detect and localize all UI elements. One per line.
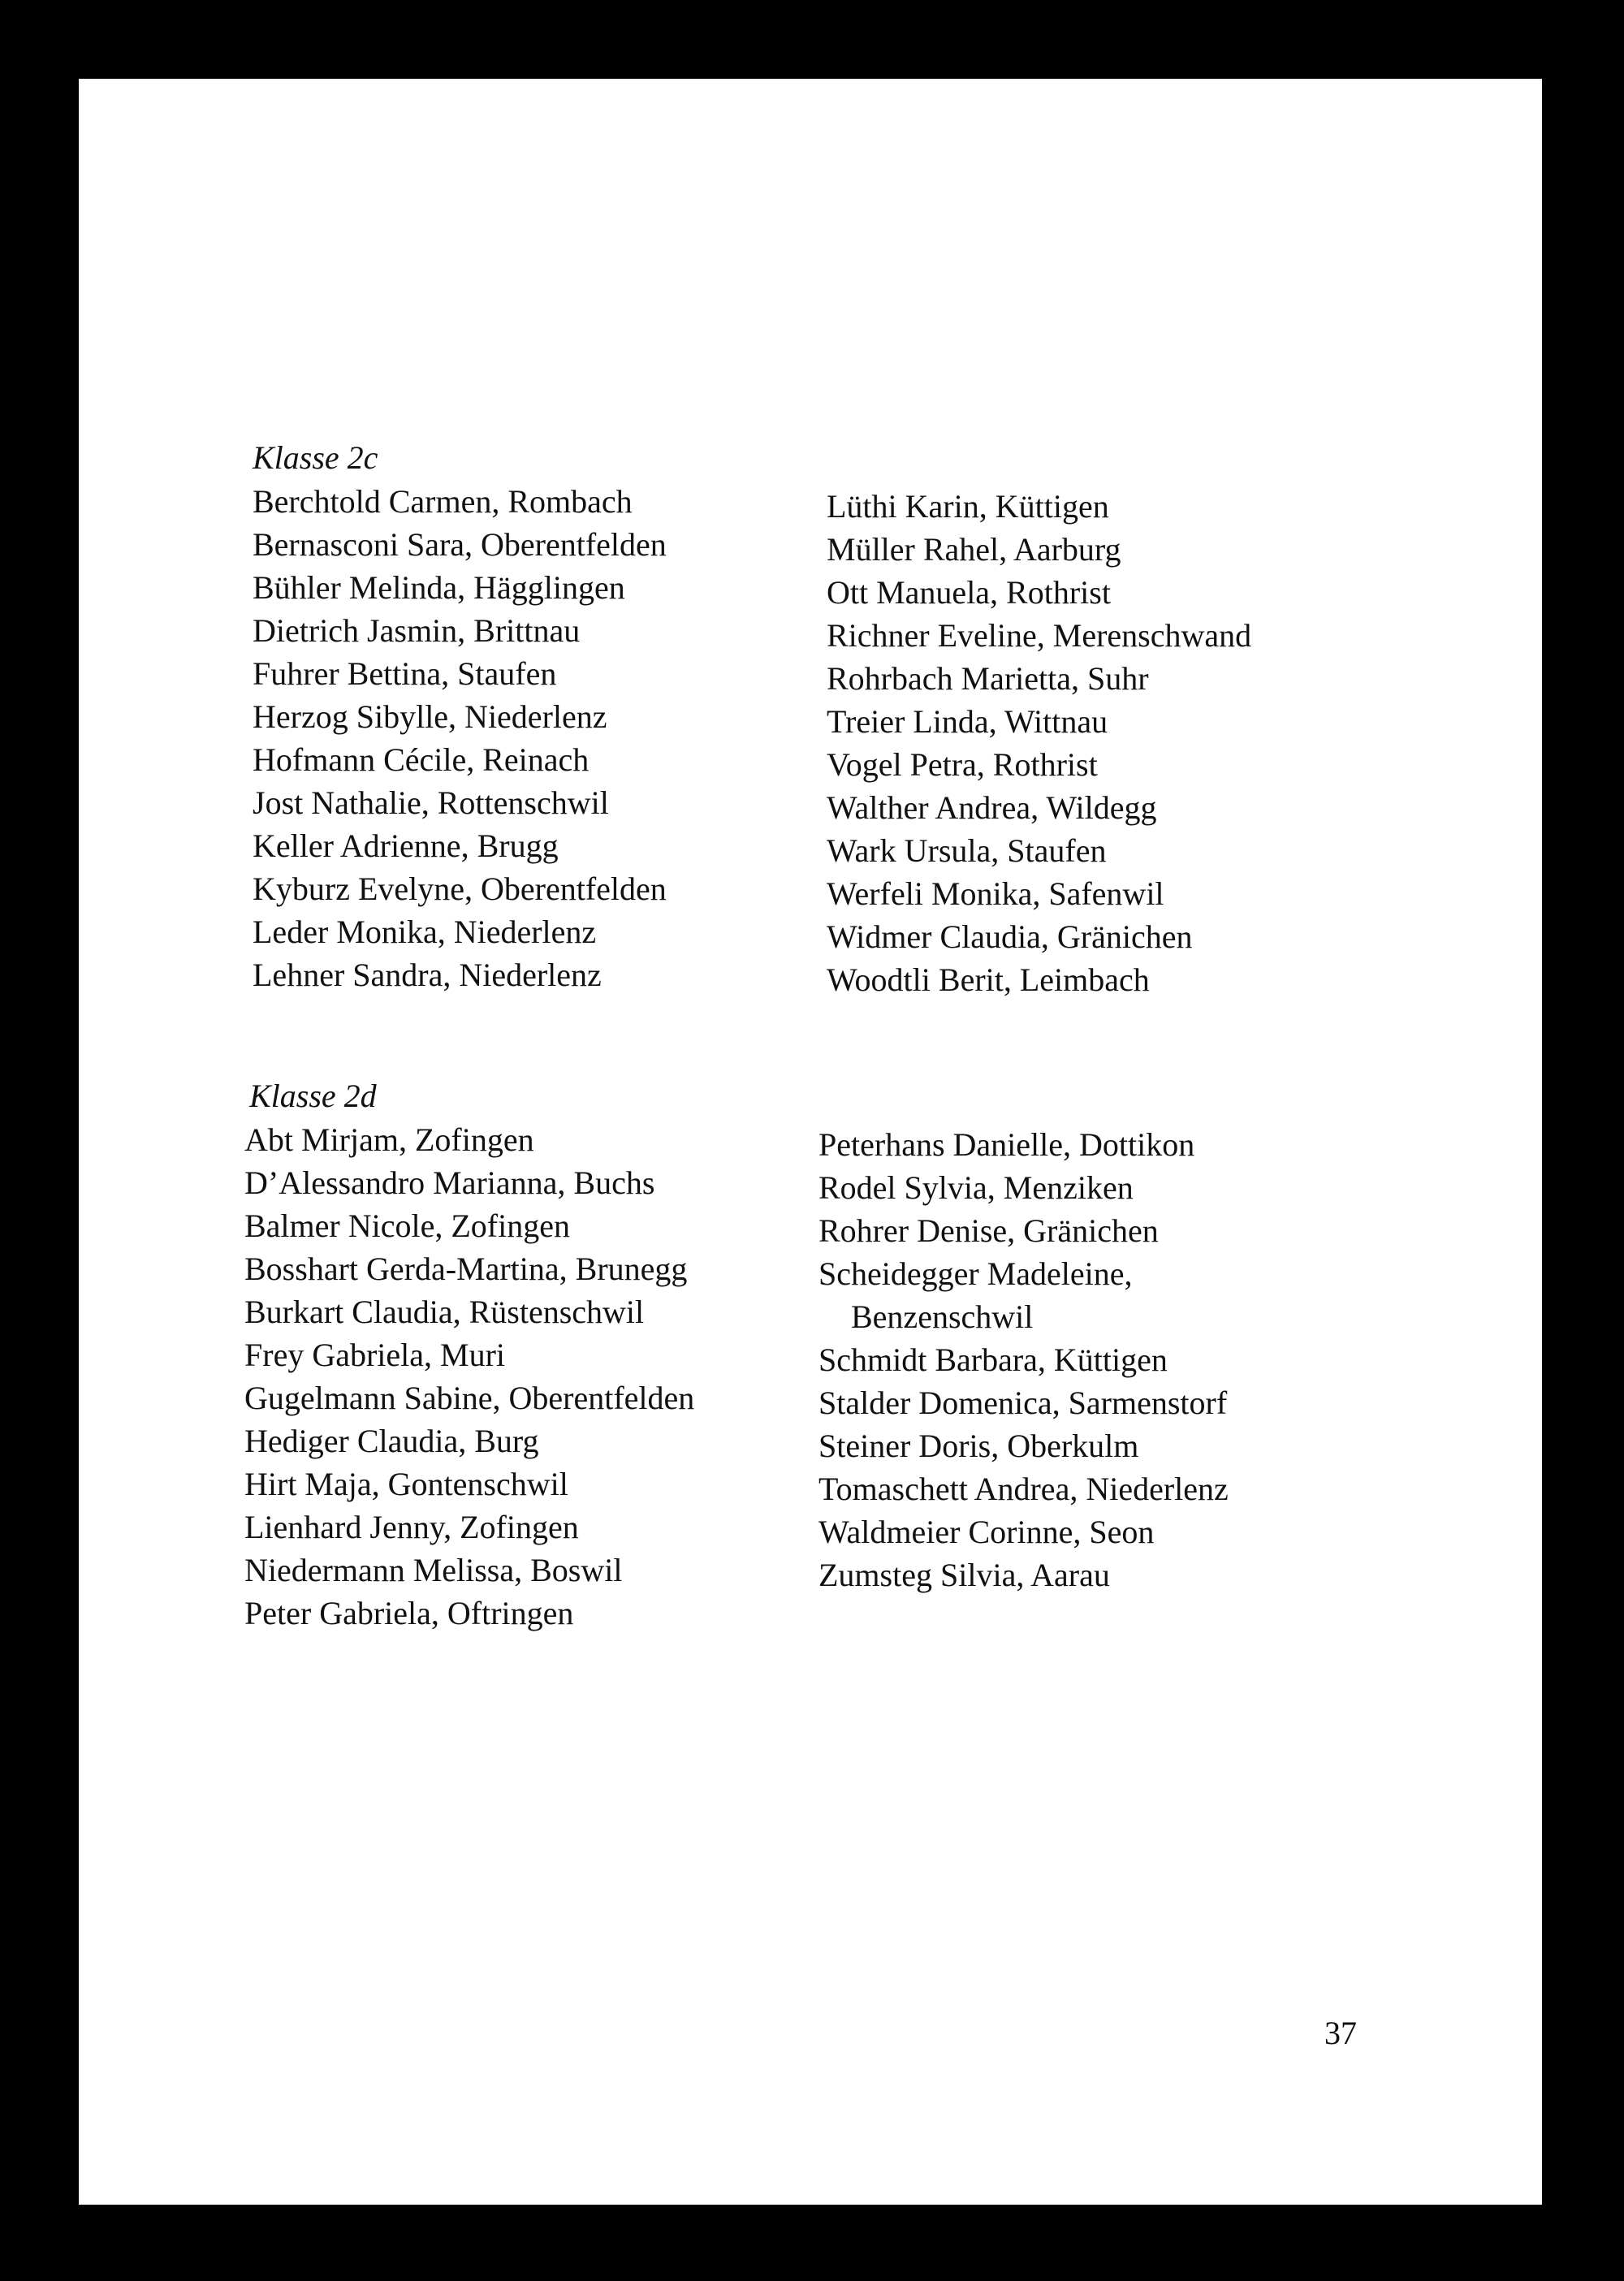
list-item: Widmer Claudia, Gränichen [827, 918, 1193, 955]
list-item: Vogel Petra, Rothrist [827, 746, 1098, 783]
list-item-continuation: Benzenschwil [851, 1298, 1034, 1335]
list-item: Herzog Sibylle, Niederlenz [253, 698, 607, 735]
list-item: Steiner Doris, Oberkulm [818, 1428, 1139, 1464]
list-item: Lehner Sandra, Niederlenz [253, 957, 602, 993]
list-item: Niedermann Melissa, Boswil [244, 1552, 623, 1588]
klasse-2c-left-list [253, 480, 667, 996]
list-item: Hirt Maja, Gontenschwil [244, 1466, 568, 1502]
list-item: Müller Rahel, Aarburg [827, 531, 1121, 568]
klasse-2c-right-list [827, 485, 1251, 1001]
list-item: Schmidt Barbara, Küttigen [818, 1341, 1168, 1378]
list-item: Lienhard Jenny, Zofingen [244, 1509, 579, 1545]
list-item: Bosshart Gerda-Martina, Brunegg [244, 1251, 688, 1287]
list-item: Frey Gabriela, Muri [244, 1337, 506, 1373]
list-item: Ott Manuela, Rothrist [827, 574, 1111, 611]
list-item: Peter Gabriela, Oftringen [244, 1595, 574, 1631]
list-item: Burkart Claudia, Rüstenschwil [244, 1294, 645, 1330]
section-title-klasse-2d: Klasse 2d [249, 1078, 377, 1114]
list-item: Leder Monika, Niederlenz [253, 914, 597, 950]
list-item: Woodtli Berit, Leimbach [827, 961, 1150, 998]
list-item: Keller Adrienne, Brugg [253, 827, 559, 864]
page-number: 37 [1324, 2015, 1357, 2051]
list-item: Waldmeier Corinne, Seon [818, 1514, 1155, 1550]
document-page [79, 79, 1542, 2205]
list-item: Abt Mirjam, Zofingen [244, 1121, 534, 1158]
list-item: Kyburz Evelyne, Oberentfelden [253, 870, 667, 907]
klasse-2d-right-list [818, 1123, 1229, 1596]
list-item: D’Alessandro Marianna, Buchs [244, 1164, 655, 1201]
list-item: Fuhrer Bettina, Staufen [253, 655, 557, 692]
list-item: Richner Eveline, Merenschwand [827, 617, 1252, 654]
list-item: Stalder Domenica, Sarmenstorf [818, 1385, 1228, 1421]
list-item: Rohrbach Marietta, Suhr [827, 660, 1149, 697]
list-item: Gugelmann Sabine, Oberentfelden [244, 1380, 695, 1416]
list-item: Walther Andrea, Wildegg [827, 789, 1157, 826]
list-item: Bühler Melinda, Hägglingen [253, 569, 625, 606]
list-item: Balmer Nicole, Zofingen [244, 1207, 570, 1244]
list-item: Peterhans Danielle, Dottikon [818, 1126, 1195, 1163]
list-item: Berchtold Carmen, Rombach [253, 483, 633, 520]
list-item: Hediger Claudia, Burg [244, 1423, 539, 1459]
klasse-2d-left-list [244, 1118, 694, 1635]
list-item: Zumsteg Silvia, Aarau [818, 1557, 1110, 1593]
list-item: Scheidegger Madeleine, [818, 1255, 1133, 1292]
list-item: Werfeli Monika, Safenwil [827, 875, 1164, 912]
list-item: Tomaschett Andrea, Niederlenz [818, 1471, 1229, 1507]
list-item: Bernasconi Sara, Oberentfelden [253, 526, 667, 563]
list-item: Dietrich Jasmin, Brittnau [253, 612, 581, 649]
list-item: Jost Nathalie, Rottenschwil [253, 784, 609, 821]
section-title-klasse-2c: Klasse 2c [253, 439, 378, 476]
list-item: Wark Ursula, Staufen [827, 832, 1107, 869]
list-item: Rohrer Denise, Gränichen [818, 1212, 1159, 1249]
list-item: Hofmann Cécile, Reinach [253, 741, 590, 778]
list-item: Lüthi Karin, Küttigen [827, 488, 1109, 525]
list-item: Rodel Sylvia, Menziken [818, 1169, 1134, 1206]
list-item: Treier Linda, Wittnau [827, 703, 1108, 740]
